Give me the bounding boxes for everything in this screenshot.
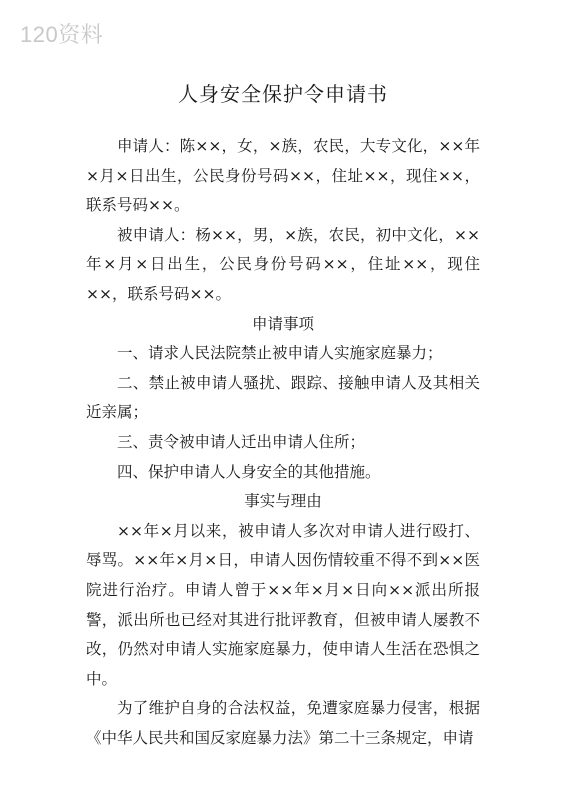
request-item-2: 二、禁止被申请人骚扰、跟踪、接触申请人及其相关近亲属； bbox=[86, 373, 480, 422]
document-title: 人身安全保护令申请书 bbox=[178, 82, 388, 106]
watermark: 120资料 bbox=[20, 22, 104, 47]
document-body bbox=[86, 132, 480, 753]
facts-paragraph-1: ××年×月以来，被申请人多次对申请人进行殴打、辱骂。××年×月×日，申请人因伤情较重不得不到××医院进行治疗。申请人曾于××年×月×日向××派出所报警，派出所也已经对其进行批评教育，但被申请人屡教不改，仍然对申请人实施家庭暴力，使申请人生活在恐惧之中。 bbox=[86, 521, 480, 688]
request-item-1: 一、请求人民法院禁止被申请人实施家庭暴力； bbox=[117, 344, 443, 363]
request-heading: 申请事项 bbox=[251, 314, 314, 333]
facts-heading: 事实与理由 bbox=[244, 492, 322, 511]
facts-paragraph-2: 为了维护自身的合法权益，免遭家庭暴力侵害，根据《中华人民共和国反家庭暴力法》第二十三条规定，申请 bbox=[86, 699, 480, 747]
applicant-paragraph: 申请人：陈××，女，×族，农民，大专文化，××年×月×日出生，公民身份号码××，住址××，现住××，联系号码××。 bbox=[86, 137, 480, 215]
respondent-paragraph: 被申请人：杨××，男，×族，农民，初中文化，××年×月×日出生，公民身份号码××，住址××，现住××，联系号码××。 bbox=[86, 225, 480, 303]
request-item-3: 三、责令被申请人迁出申请人住所； bbox=[117, 432, 366, 451]
request-item-4: 四、保护申请人人身安全的其他措施。 bbox=[117, 462, 381, 481]
